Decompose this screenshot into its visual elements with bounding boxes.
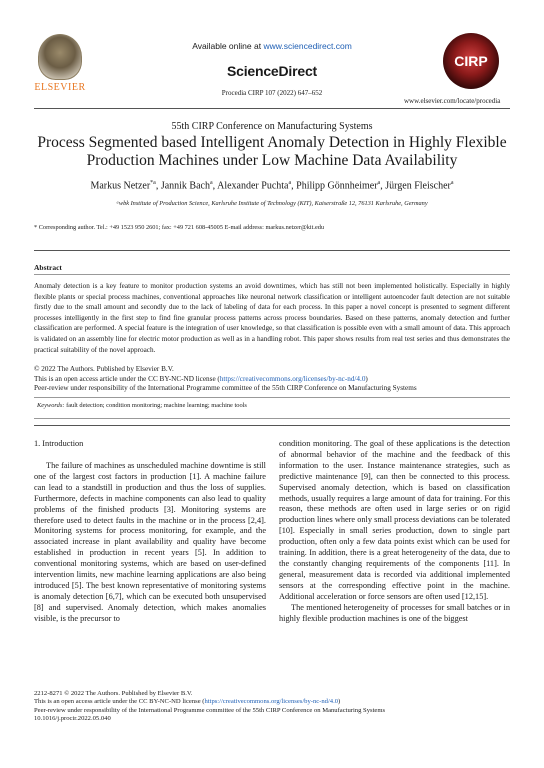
author-name: Philipp Gönnheimer	[296, 180, 378, 192]
footer	[34, 690, 510, 724]
right-column	[279, 439, 510, 624]
author-affiliation-marker: a	[209, 180, 213, 186]
left-column	[34, 461, 266, 625]
paragraph: The mentioned heterogeneity of processes for small batches or in highly flexible production machines is one of the biggest	[279, 602, 510, 623]
corresponding-author: * Corresponding author. Tel.: +49 1523 950 2601; fax: +49 721 608-45005 E-mail address: markus.netzer@kit.edu	[34, 224, 325, 231]
paragraph: condition monitoring. The goal of these applications is the detection of abnormal behavior of the machine and the feedback of this information to the user. Instance maintenance strategies, such as predictive maintenance [9], can then be connected to this process. Supervised anomaly detection, which is based on classification methods, usually requires a large amount of data for training. For this reason, these methods are often used in large series or on rigid production lines where only small process deviations can be tolerated [10]. Especially in small series production, down to single part production, often only a few data points exist which can be used for training. In addition, there is a great heterogeneity of the data, due to the constantly changing requirements of the components [11]. In general, measurement data is recorded via additional implemented sensors at the corresponding effective point in the machine. Additional acceleration or force sensors are often used [12,15].	[279, 439, 510, 601]
abstract-text: Anomaly detection is a key feature to monitor production systems an avoid downtimes, which has still not been implemented holistically. Especially in highly flexible plants or special process machines, conventional approaches like neuronal network classification or intelligent autoencoder fault detection are not suitable firstly due to the small amount and secondly due to the lack of labeling of data for each process. In this paper a novel concept is presented to segment different processes intelligently in the first step to find fine granular process patterns across process boundaries. Based on these patterns, anomaly detection and further classification are performed. A special feature is the integration of user knowledge, so that classification is possible even with a small amount of data. This approach is validated on an assembly line for electric motor production as well as in a handling robot. This paper shows results from real test series and thus demonstrates the practical suitability of the novel approach.	[34, 282, 510, 354]
cirp-logo-text: CIRP	[454, 53, 488, 69]
journal-url[interactable]: www.elsevier.com/locate/procedia	[404, 97, 501, 105]
elsevier-wordmark: ELSEVIER	[34, 82, 86, 93]
author-affiliation-marker: a	[377, 180, 381, 186]
section-heading: 1. Introduction	[34, 439, 84, 448]
license-link[interactable]: https://creativecommons.org/licenses/by-nc-nd/4.0	[219, 374, 366, 383]
conference-name: 55th CIRP Conference on Manufacturing Systems	[171, 121, 373, 132]
footer-doi[interactable]: 10.1016/j.procir.2022.05.040	[34, 715, 111, 723]
keywords-line	[37, 402, 247, 409]
peer-review-line: Peer-review under responsibility of the International Programme committee of the 55th CIRP Conference on Manufacturing Systems	[34, 384, 417, 393]
author-name: Markus Netzer	[90, 180, 151, 192]
license-line	[34, 375, 510, 385]
footer-license-prefix: This is an open access article under the CC BY-NC-ND license (	[34, 698, 205, 706]
abstract-divider	[34, 274, 510, 275]
journal-reference: Procedia CIRP 107 (2022) 647–652	[221, 89, 323, 97]
sciencedirect-link[interactable]: www.sciencedirect.com	[263, 41, 352, 51]
affiliation: ᵃwbk Institute of Production Science, Karlsruhe Institute of Technology (KIT), Kaiserstraße 12, 76131 Karlsruhe, Germany	[116, 200, 428, 207]
available-prefix: Available online at	[192, 41, 262, 51]
footer-license-suffix: )	[338, 698, 341, 706]
footer-peer-review-line: Peer-review under responsibility of the International Programme committee of the 55th CIRP Conference on Manufacturing Systems	[34, 706, 386, 714]
author-list: Markus Netzer$^{*a}$, Jannik Bach$^a$, Alexander Puchta$^a$, Philipp Gönnheimer$^a$, Jürgen Fleischer$^a$	[90, 180, 454, 192]
author-affiliation-marker: a	[288, 180, 292, 186]
header-divider	[34, 108, 510, 109]
copyright-line: © 2022 The Authors. Published by Elsevier B.V.	[34, 365, 174, 373]
title-divider	[34, 250, 510, 251]
paragraph: The failure of machines as unscheduled machine downtime is still one of the largest cost factors in production [1]. A machine failure can lead to a standstill in production and thus the loss of supplies. Furthermore, defects in machine components can also lead to quality problems of the finished products [3]. Monitoring systems are therefore used to detect faults in the machine or in the process [2,4]. Monitoring systems for process monitoring, for example, and the associated increase in plant availability and quality have become established in production in recent years [5]. In addition to conventional monitoring systems, which are based on user-defined intervention limits, new machine learning applications are also being introduced [5]. The best known representative of monitoring systems is anomaly detection [6,7], which can be executed both unsupervised [8] and supervised. Anomaly detection, which makes anomalies visible, is the precursor to	[34, 461, 266, 623]
license-prefix: This is an open access article under the CC BY-NC-ND license (	[34, 374, 220, 383]
footer-license-line	[34, 698, 510, 706]
license-suffix: )	[365, 374, 368, 383]
author-name: Jannik Bach	[160, 180, 210, 192]
author-affiliation-marker: a	[450, 180, 454, 186]
abstract-copyright-block	[34, 365, 510, 394]
cirp-logo	[443, 33, 499, 89]
sciencedirect-logo: ScienceDirect	[226, 63, 317, 79]
footer-license-link[interactable]: https://creativecommons.org/licenses/by-nc-nd/4.0	[204, 698, 339, 706]
author-name: Alexander Puchta	[217, 180, 289, 192]
article-title: Process Segmented based Intelligent Anomaly Detection in Highly Flexible Production Machines under Low Machine Data Availability	[37, 134, 507, 169]
author-name: Jürgen Fleischer	[385, 180, 451, 192]
author-affiliation-marker: *a	[150, 180, 156, 186]
keywords-label: Keywords:	[37, 402, 65, 409]
keywords-text: fault detection; condition monitoring; machine learning; machine tools	[66, 402, 247, 409]
abstract-bottom-divider	[34, 425, 510, 426]
footer-issn-line: 2212-8271 © 2022 The Authors. Published by Elsevier B.V.	[34, 690, 193, 697]
abstract-heading: Abstract	[34, 263, 62, 272]
